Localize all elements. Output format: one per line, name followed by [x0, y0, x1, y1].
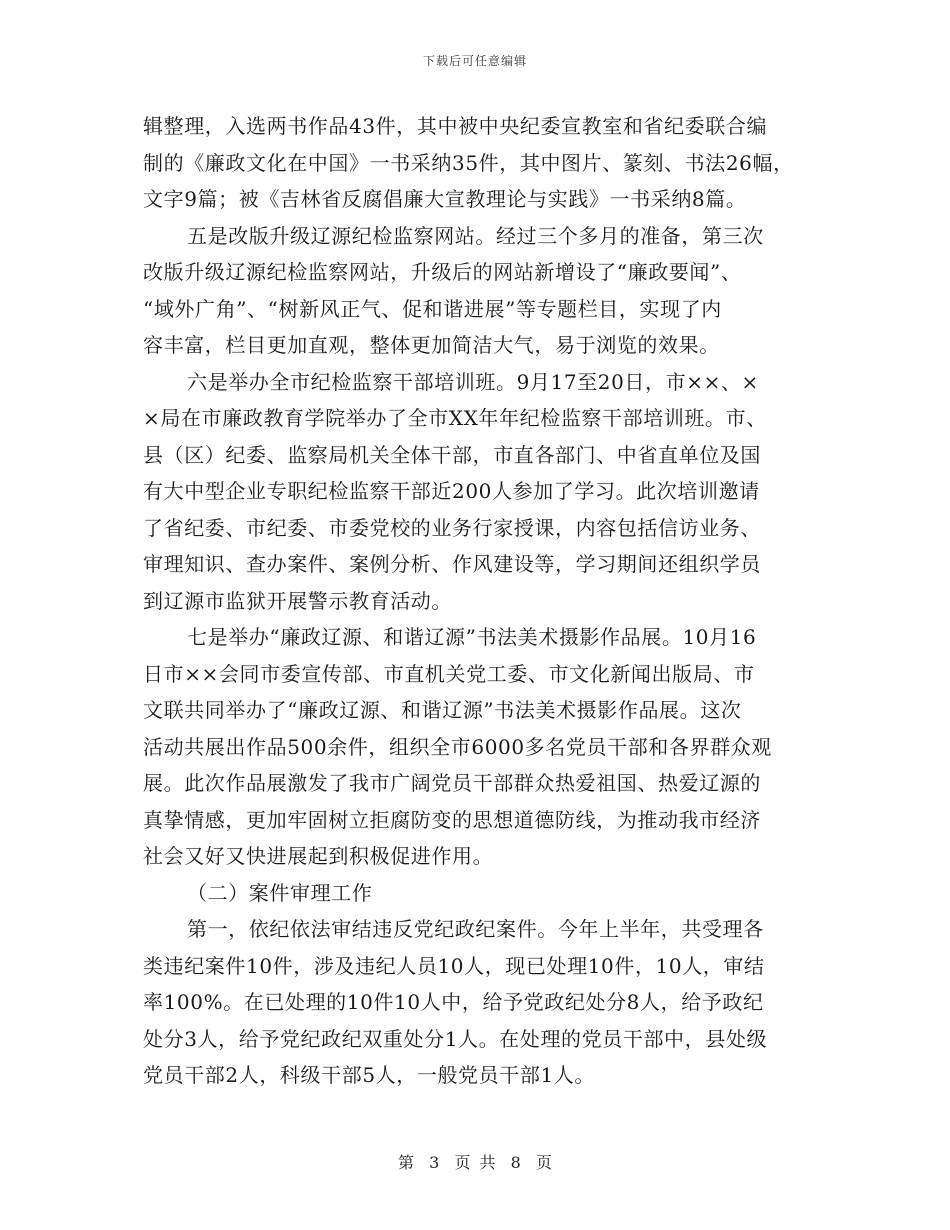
document-body — [143, 108, 815, 1094]
text-line: 第一，依纪依法审结违反党纪政纪案件。今年上半年，共受理各 — [187, 917, 764, 941]
text-line: 县（区）纪委、监察局机关全体干部，市直各部门、中省直单位及国 — [143, 442, 761, 467]
text-line: 真挚情感，更加牢固树立拒腐防变的思想道德防线，为推动我市经济 — [143, 807, 761, 832]
text-line: 党员干部2人，科级干部5人，一般党员干部1人。 — [143, 1063, 595, 1087]
page-footer — [0, 1150, 950, 1173]
text-line: （二）案件审理工作 — [187, 880, 373, 905]
footer-suffix: 页 — [535, 1153, 552, 1172]
text-line: 文联共同举办了“廉政辽源、和谐辽源”书法美术摄影作品展。这次 — [143, 698, 742, 722]
text-line: 到辽源市监狱开展警示教育活动。 — [143, 588, 452, 613]
text-line: 六是举办全市纪检监察干部培训班。9月17至20日，市××、× — [187, 369, 759, 394]
text-line: 有大中型企业专职纪检监察干部近200人参加了学习。此次培训邀请 — [143, 479, 760, 503]
text-line: 日市××会同市委宣传部、市直机关党工委、市文化新闻出版局、市 — [143, 661, 755, 686]
text-line: 处分3人，给予党纪政纪双重处分1人。在处理的党员干部中，县处级 — [143, 1026, 768, 1051]
footer-prefix: 第 — [398, 1153, 415, 1172]
text-line: 审理知识、查办案件、案例分析、作风建设等，学习期间还组织学员 — [143, 552, 761, 576]
page-header-note: 下载后可任意编辑 — [422, 54, 527, 68]
text-line: 社会又好又快进展起到积极促进作用。 — [143, 844, 494, 868]
text-line: 七是举办“廉政辽源、和谐辽源”书法美术摄影作品展。10月16 — [187, 625, 757, 649]
text-line: 辑整理，入选两书作品43件，其中被中央纪委宣教室和省纪委联合编 — [143, 114, 768, 138]
text-line: 类违纪案件10件，涉及违纪人员10人，现已处理10件，10人，审结 — [143, 953, 765, 978]
text-line: 展。此次作品展激发了我市广阔党员干部群众热爱祖国、热爱辽源的 — [143, 771, 761, 795]
text-line: 活动共展出作品500余件，组织全市6000多名党员干部和各界群众观 — [143, 734, 772, 759]
footer-page-word: 页 — [454, 1153, 471, 1172]
total-page-number: 8 — [510, 1153, 521, 1172]
text-line: 制的《廉政文化在中国》一书采纳35件，其中图片、篆刻、书法26幅， — [143, 150, 794, 175]
text-line: ×局在市廉政教育学院举办了全市XX年年纪检监察干部培训班。市、 — [143, 406, 767, 430]
text-line: 了省纪委、市纪委、市委党校的业务行家授课，内容包括信访业务、 — [143, 515, 761, 540]
text-line: 五是改版升级辽源纪检监察网站。经过三个多月的准备，第三次 — [187, 223, 764, 248]
text-line: 率100%。在已处理的10件10人中，给予党政纪处分8人，给予政纪 — [143, 990, 764, 1014]
text-line: 改版升级辽源纪检监察网站，升级后的网站新增设了“廉政要闻”、 — [143, 260, 742, 284]
text-line: “域外广角”、“树新风正气、促和谐进展”等专题栏目，实现了内 — [143, 296, 722, 321]
text-line: 文字9篇；被《吉林省反腐倡廉大宣教理论与实践》一书采纳8篇。 — [143, 187, 747, 211]
current-page-number: 3 — [429, 1153, 440, 1172]
footer-total-word: 共 — [479, 1153, 496, 1172]
text-line: 容丰富，栏目更加直观，整体更加简洁大气，易于浏览的效果。 — [143, 333, 720, 357]
